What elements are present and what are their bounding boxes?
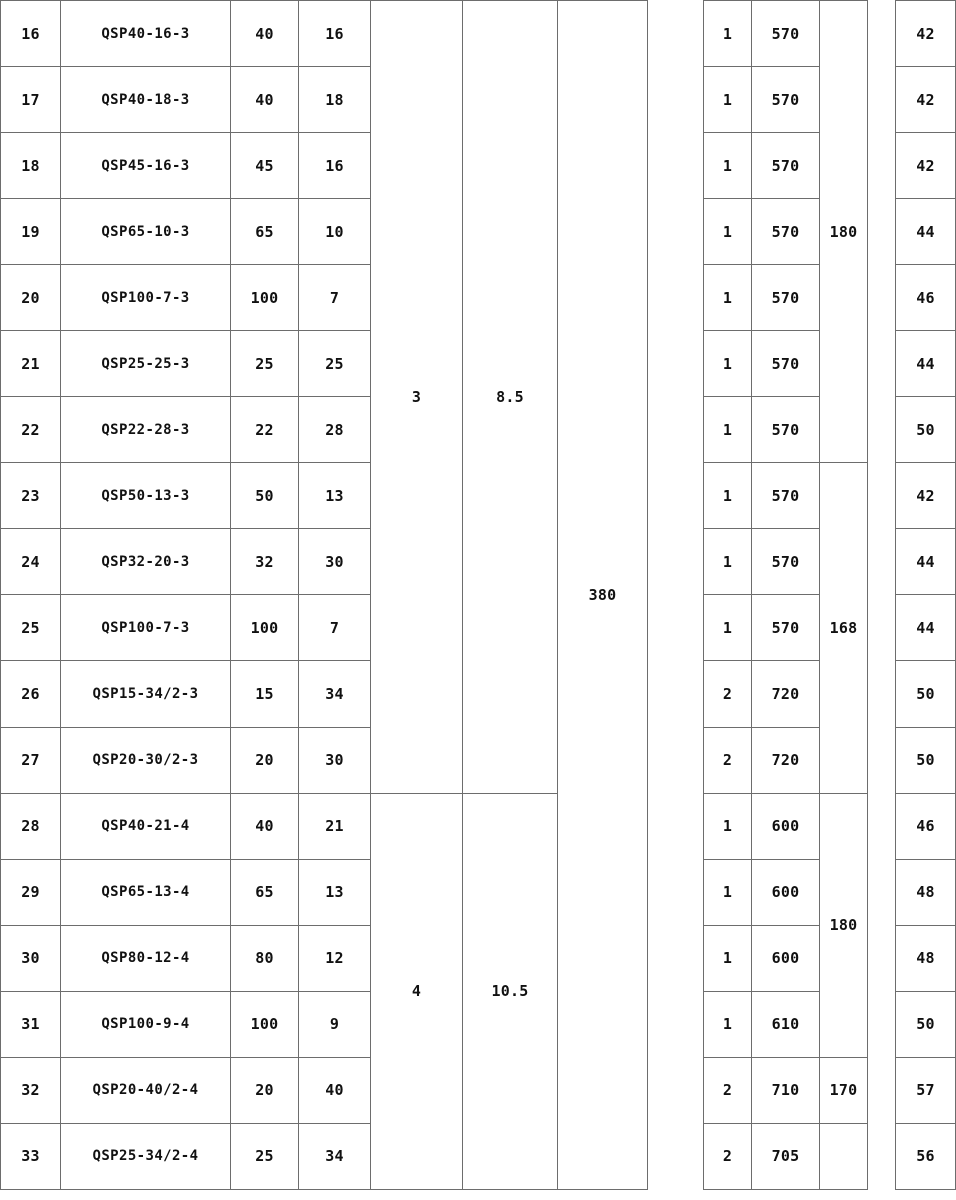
gap-cell xyxy=(648,529,704,595)
model-cell: QSP32-20-3 xyxy=(61,529,231,595)
weight-cell: 44 xyxy=(896,199,956,265)
value-cell: 710 xyxy=(752,1057,820,1123)
table-row xyxy=(1,1,956,67)
gap-cell xyxy=(868,1,896,67)
weight-cell: 50 xyxy=(896,727,956,793)
head-cell: 30 xyxy=(299,727,371,793)
model-cell: QSP50-13-3 xyxy=(61,463,231,529)
stage-cell: 1 xyxy=(704,859,752,925)
flow-cell: 50 xyxy=(231,463,299,529)
row-number-cell: 26 xyxy=(1,661,61,727)
flow-cell: 65 xyxy=(231,199,299,265)
flow-cell: 15 xyxy=(231,661,299,727)
stage-cell: 1 xyxy=(704,331,752,397)
value-cell: 600 xyxy=(752,925,820,991)
row-number-cell: 24 xyxy=(1,529,61,595)
head-cell: 34 xyxy=(299,1123,371,1189)
weight-cell: 46 xyxy=(896,793,956,859)
row-number-cell: 18 xyxy=(1,133,61,199)
weight-cell: 48 xyxy=(896,859,956,925)
gap-cell xyxy=(648,727,704,793)
head-cell: 30 xyxy=(299,529,371,595)
gap-cell xyxy=(868,595,896,661)
row-number-cell: 31 xyxy=(1,991,61,1057)
outer-diameter-cell: 168 xyxy=(820,463,868,793)
gap-cell xyxy=(648,1123,704,1189)
gap-cell xyxy=(868,529,896,595)
model-cell: QSP20-40/2-4 xyxy=(61,1057,231,1123)
gap-cell xyxy=(648,265,704,331)
stage-cell: 2 xyxy=(704,1057,752,1123)
gap-cell xyxy=(648,991,704,1057)
head-cell: 7 xyxy=(299,265,371,331)
flow-cell: 20 xyxy=(231,1057,299,1123)
flow-cell: 45 xyxy=(231,133,299,199)
model-cell: QSP100-9-4 xyxy=(61,991,231,1057)
flow-cell: 32 xyxy=(231,529,299,595)
value-cell: 570 xyxy=(752,199,820,265)
weight-cell: 42 xyxy=(896,133,956,199)
gap-cell xyxy=(648,1057,704,1123)
value-cell: 705 xyxy=(752,1123,820,1189)
model-cell: QSP15-34/2-3 xyxy=(61,661,231,727)
weight-cell: 44 xyxy=(896,529,956,595)
flow-cell: 100 xyxy=(231,991,299,1057)
gap-cell xyxy=(648,661,704,727)
head-cell: 28 xyxy=(299,397,371,463)
row-number-cell: 21 xyxy=(1,331,61,397)
head-cell: 9 xyxy=(299,991,371,1057)
flow-cell: 100 xyxy=(231,265,299,331)
flow-cell: 25 xyxy=(231,331,299,397)
power-cell: 4 xyxy=(371,793,463,1189)
value-cell: 600 xyxy=(752,793,820,859)
flow-cell: 25 xyxy=(231,1123,299,1189)
value-cell: 600 xyxy=(752,859,820,925)
weight-cell: 50 xyxy=(896,397,956,463)
head-cell: 34 xyxy=(299,661,371,727)
gap-cell xyxy=(868,397,896,463)
head-cell: 7 xyxy=(299,595,371,661)
model-cell: QSP65-13-4 xyxy=(61,859,231,925)
head-cell: 13 xyxy=(299,463,371,529)
stage-cell: 1 xyxy=(704,265,752,331)
stage-cell: 1 xyxy=(704,199,752,265)
voltage-cell: 380 xyxy=(558,1,648,1190)
row-number-cell: 17 xyxy=(1,67,61,133)
stage-cell: 1 xyxy=(704,925,752,991)
value-cell: 570 xyxy=(752,67,820,133)
gap-cell xyxy=(648,463,704,529)
gap-cell xyxy=(648,859,704,925)
flow-cell: 40 xyxy=(231,1,299,67)
value-cell: 570 xyxy=(752,529,820,595)
flow-cell: 80 xyxy=(231,925,299,991)
table-row xyxy=(1,793,956,859)
model-cell: QSP80-12-4 xyxy=(61,925,231,991)
value-cell: 720 xyxy=(752,661,820,727)
stage-cell: 2 xyxy=(704,1123,752,1189)
weight-cell: 44 xyxy=(896,331,956,397)
rated-current-cell: 8.5 xyxy=(463,1,558,794)
stage-cell: 1 xyxy=(704,133,752,199)
head-cell: 10 xyxy=(299,199,371,265)
rated-current-cell: 10.5 xyxy=(463,793,558,1189)
head-cell: 40 xyxy=(299,1057,371,1123)
stage-cell: 1 xyxy=(704,1,752,67)
row-number-cell: 16 xyxy=(1,1,61,67)
weight-cell: 44 xyxy=(896,595,956,661)
row-number-cell: 19 xyxy=(1,199,61,265)
weight-cell: 50 xyxy=(896,991,956,1057)
value-cell: 570 xyxy=(752,595,820,661)
head-cell: 21 xyxy=(299,793,371,859)
model-cell: QSP20-30/2-3 xyxy=(61,727,231,793)
gap-cell xyxy=(868,793,896,859)
gap-cell xyxy=(868,67,896,133)
gap-cell xyxy=(648,331,704,397)
model-cell: QSP40-21-4 xyxy=(61,793,231,859)
flow-cell: 65 xyxy=(231,859,299,925)
head-cell: 13 xyxy=(299,859,371,925)
stage-cell: 1 xyxy=(704,463,752,529)
row-number-cell: 29 xyxy=(1,859,61,925)
row-number-cell: 30 xyxy=(1,925,61,991)
value-cell: 720 xyxy=(752,727,820,793)
gap-cell xyxy=(648,397,704,463)
weight-cell: 50 xyxy=(896,661,956,727)
head-cell: 12 xyxy=(299,925,371,991)
gap-cell xyxy=(868,463,896,529)
stage-cell: 1 xyxy=(704,529,752,595)
stage-cell: 1 xyxy=(704,397,752,463)
outer-diameter-cell: 180 xyxy=(820,793,868,1057)
value-cell: 570 xyxy=(752,133,820,199)
gap-cell xyxy=(868,1123,896,1189)
row-number-cell: 20 xyxy=(1,265,61,331)
gap-cell xyxy=(868,661,896,727)
row-number-cell: 23 xyxy=(1,463,61,529)
value-cell: 570 xyxy=(752,265,820,331)
row-number-cell: 27 xyxy=(1,727,61,793)
outer-diameter-cell: 180 xyxy=(820,1,868,463)
model-cell: QSP100-7-3 xyxy=(61,595,231,661)
weight-cell: 56 xyxy=(896,1123,956,1189)
head-cell: 16 xyxy=(299,133,371,199)
stage-cell: 1 xyxy=(704,595,752,661)
gap-cell xyxy=(868,859,896,925)
weight-cell: 48 xyxy=(896,925,956,991)
weight-cell: 42 xyxy=(896,67,956,133)
row-number-cell: 33 xyxy=(1,1123,61,1189)
gap-cell xyxy=(648,793,704,859)
power-cell: 3 xyxy=(371,1,463,794)
flow-cell: 20 xyxy=(231,727,299,793)
row-number-cell: 32 xyxy=(1,1057,61,1123)
stage-cell: 2 xyxy=(704,661,752,727)
stage-cell: 2 xyxy=(704,727,752,793)
model-cell: QSP22-28-3 xyxy=(61,397,231,463)
flow-cell: 100 xyxy=(231,595,299,661)
model-cell: QSP65-10-3 xyxy=(61,199,231,265)
model-cell: QSP25-34/2-4 xyxy=(61,1123,231,1189)
flow-cell: 40 xyxy=(231,793,299,859)
value-cell: 570 xyxy=(752,397,820,463)
row-number-cell: 22 xyxy=(1,397,61,463)
value-cell: 570 xyxy=(752,463,820,529)
gap-cell xyxy=(648,1,704,67)
stage-cell: 1 xyxy=(704,67,752,133)
gap-cell xyxy=(868,1057,896,1123)
head-cell: 18 xyxy=(299,67,371,133)
gap-cell xyxy=(868,199,896,265)
gap-cell xyxy=(648,67,704,133)
value-cell: 570 xyxy=(752,1,820,67)
weight-cell: 42 xyxy=(896,1,956,67)
gap-cell xyxy=(648,595,704,661)
head-cell: 25 xyxy=(299,331,371,397)
weight-cell: 42 xyxy=(896,463,956,529)
gap-cell xyxy=(868,265,896,331)
value-cell: 610 xyxy=(752,991,820,1057)
stage-cell: 1 xyxy=(704,793,752,859)
gap-cell xyxy=(868,727,896,793)
row-number-cell: 25 xyxy=(1,595,61,661)
model-cell: QSP40-18-3 xyxy=(61,67,231,133)
outer-diameter-cell: 170 xyxy=(820,1057,868,1123)
gap-cell xyxy=(868,991,896,1057)
model-cell: QSP25-25-3 xyxy=(61,331,231,397)
head-cell: 16 xyxy=(299,1,371,67)
weight-cell: 46 xyxy=(896,265,956,331)
stage-cell: 1 xyxy=(704,991,752,1057)
flow-cell: 40 xyxy=(231,67,299,133)
value-cell: 570 xyxy=(752,331,820,397)
model-cell: QSP40-16-3 xyxy=(61,1,231,67)
gap-cell xyxy=(868,331,896,397)
model-cell: QSP45-16-3 xyxy=(61,133,231,199)
outer-diameter-cell xyxy=(820,1123,868,1189)
weight-cell: 57 xyxy=(896,1057,956,1123)
flow-cell: 22 xyxy=(231,397,299,463)
gap-cell xyxy=(648,925,704,991)
gap-cell xyxy=(868,925,896,991)
model-cell: QSP100-7-3 xyxy=(61,265,231,331)
gap-cell xyxy=(648,133,704,199)
row-number-cell: 28 xyxy=(1,793,61,859)
gap-cell xyxy=(868,133,896,199)
gap-cell xyxy=(648,199,704,265)
